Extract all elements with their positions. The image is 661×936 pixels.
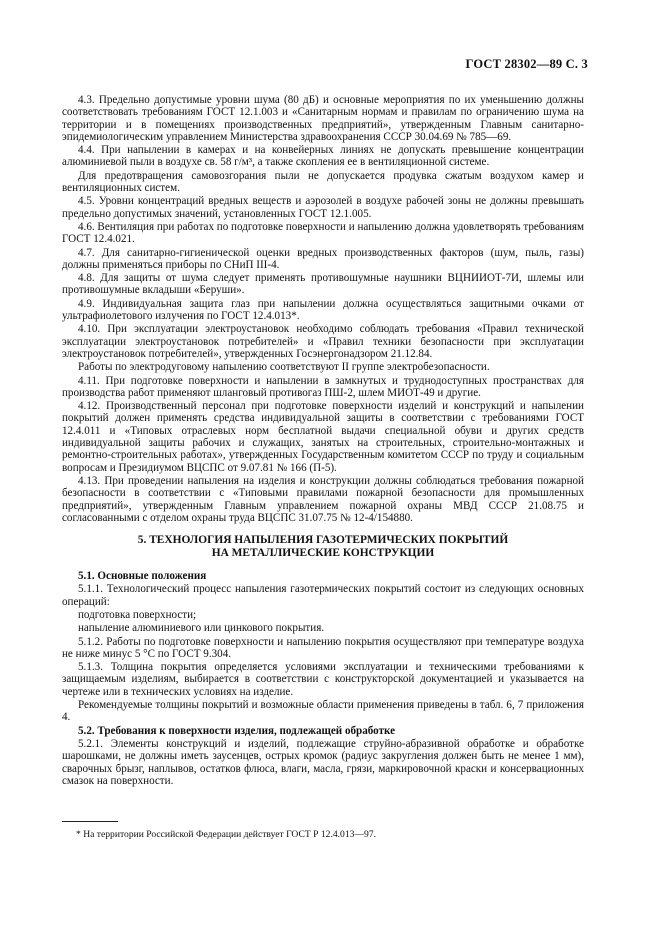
subsection-5-2-heading: 5.2. Требования к поверхности изделия, подлежащей обработке [78, 724, 396, 737]
subsection-5-1-heading: 5.1. Основные положения [78, 570, 207, 583]
list-item-surface-prep: подготовка поверхности; [78, 608, 197, 621]
paragraph-4-7: 4.7. Для санитарно-гигиенической оценки вредных производственных факторов (шум, пыль, газы) должны применяться приборы по СНиП III-4. [62, 246, 584, 271]
document-body [62, 94, 584, 788]
paragraph-5-1-3-cont: Рекомендуемые толщины покрытий и возможные области применения приведены в табл. 6, 7 приложения 4. [62, 699, 584, 724]
paragraph-4-11: 4.11. При подготовке поверхности и напылении в замкнутых и труднодоступных пространствах для производства работ применяют шланговый противогаз ПШ-2, шлем МИОТ-49 и другие. [62, 374, 584, 399]
page-header: ГОСТ 28302—89 С. 3 [465, 57, 588, 71]
footnote: * На территории Российской Федерации действует ГОСТ Р 12.4.013—97. [76, 829, 377, 840]
paragraph-4-5: 4.5. Уровни концентраций вредных веществ и аэрозолей в воздухе рабочей зоны не должны превышать предельно допустимых значений, установленных ГОСТ 12.1.005. [62, 195, 584, 220]
section-5-title-line1: 5. ТЕХНОЛОГИЯ НАПЫЛЕНИЯ ГАЗОТЕРМИЧЕСКИХ ПОКРЫТИЙ [137, 534, 509, 547]
paragraph-4-10: 4.10. При эксплуатации электроустановок необходимо соблюдать требования «Правил технической эксплуатации электроустановок потребителей» и «Правил техники безопасности при эксплуатации электроустановок потребителей», утвержденных Госэнергонадзором 21.12.84. [62, 323, 584, 360]
paragraph-5-1-3: 5.1.3. Толщина покрытия определяется условиями эксплуатации и техническими требованиями к защищаемым изделиям, выбирается в соответствии с конструкторской документацией и указывается на чертеже или в технических условиях на изделие. [62, 661, 584, 698]
paragraph-4-9: 4.9. Индивидуальная защита глаз при напылении должна осуществляться защитными очками от ультрафиолетового излучения по ГОСТ 12.4.013*. [62, 297, 584, 323]
paragraph-5-1-1: 5.1.1. Технологический процесс напыления газотермических покрытий состоит из следующих основных операций: [62, 583, 584, 608]
paragraph-4-10-cont: Работы по электродуговому напылению соответствуют II группе электробезопасности. [78, 361, 490, 374]
section-5-title [62, 534, 584, 560]
list-item-coating: напыление алюминиевого или цинкового покрытия. [78, 622, 325, 635]
paragraph-4-3: 4.3. Предельно допустимые уровни шума (80 дБ) и основные мероприятия по их уменьшению должны соответствовать требованиям ГОСТ 12.1.003 и «Санитарным нормам и правилам по ограничению шума на территории и в помещениях производственных предприятий», утвержденным Главным санитарно-эпидемиологическим управлением Министерства здравоохранения СССР 30.04.69 № 785—69. [62, 94, 584, 143]
paragraph-4-12: 4.12. Производственный персонал при подготовке поверхности изделий и конструкций и напылении покрытий должен применять средства индивидуальной защиты в соответствии с требованиями ГОСТ 12.4.011 и «Типовых отраслевых норм бесплатной выдачи специальной обуви и других средств индивидуальной защиты рабочих и служащих, занятых на строительных, строительно-монтажных и ремонтно-строительных работах», утвержденных Государственным комитетом СССР по труду и социальным вопросам и Президиумом ВЦСПС от 9.07.81 № 166 (П-5). [62, 400, 584, 474]
paragraph-4-13: 4.13. При проведении напыления на изделия и конструкции должны соблюдаться требования пожарной безопасности в соответствии с «Типовыми правилами пожарной безопасности для промышленных предприятий», утвержденным Главным управлением пожарной охраны МВД СССР 21.08.75 и согласованными с отделом охраны труда ВЦСПС 31.07.75 № 12-4/154880. [62, 474, 584, 524]
section-5-title-line2: НА МЕТАЛЛИЧЕСКИЕ КОНСТРУКЦИИ [211, 547, 435, 560]
paragraph-5-1-2: 5.1.2. Работы по подготовке поверхности и напылению покрытия осуществляют при температуре воздуха не ниже минус 5 °С по ГОСТ 9.304. [62, 635, 584, 660]
footnote-divider [62, 821, 118, 822]
paragraph-4-8: 4.8. Для защиты от шума следует применять противошумные наушники ВЦНИИОТ-7И, шлемы или противошумные вкладыши «Беруши». [62, 272, 584, 297]
paragraph-4-4-cont: Для предотвращения самовозгорания пыли не допускается продувка сжатым воздухом камер и вентиляционных систем. [62, 169, 584, 195]
paragraph-4-4: 4.4. При напылении в камерах и на конвейерных линиях не допускать превышение концентрации алюминиевой пыли в воздухе св. 58 г/м³, а также скопления ее в вентиляционной системе. [62, 144, 584, 169]
paragraph-5-2-1: 5.2.1. Элементы конструкций и изделий, подлежащие струйно-абразивной обработке и обработке шарошками, не должны иметь заусенцев, острых кромок (радиус закругления должен быть не менее 1 мм), сварочных брызг, наплывов, остатков флюса, влаги, масла, грязи, маркировочной краски и консервационных смазок на поверхности. [62, 737, 584, 787]
paragraph-4-6: 4.6. Вентиляция при работах по подготовке поверхности и напылению должна удовлетворять требованиям ГОСТ 12.4.021. [62, 220, 584, 246]
